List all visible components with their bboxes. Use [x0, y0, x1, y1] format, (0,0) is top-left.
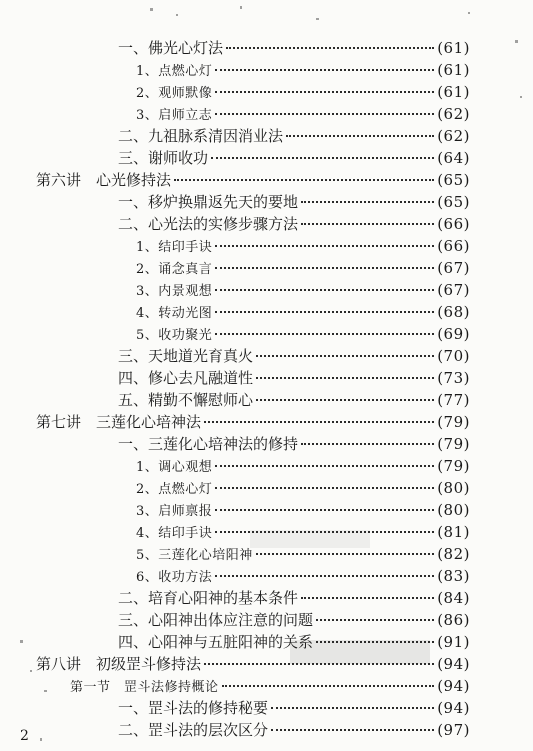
toc-entry: [136, 82, 470, 103]
toc-section: [70, 676, 470, 697]
toc-entry: [136, 302, 470, 323]
toc-entry-title: 四、修心去凡融道性: [118, 369, 254, 387]
toc-entry: [136, 456, 470, 477]
dot-leader: [316, 641, 434, 643]
toc-entry-title: 1、点燃心灯: [136, 64, 213, 79]
toc-entry-title: 二、罡斗法的层次区分: [118, 721, 269, 739]
toc-entry-title: 2、诵念真言: [136, 262, 213, 277]
dot-leader: [211, 157, 434, 159]
toc-entry-page: (67): [437, 259, 470, 277]
page-number: 2: [20, 728, 29, 744]
dot-leader: [215, 311, 434, 313]
toc-chapter: [36, 412, 470, 433]
toc-entry-page: (94): [437, 655, 470, 673]
toc-entry: [118, 368, 470, 389]
toc-entry-title: 2、观师默像: [136, 86, 213, 101]
toc-entry-title: 第七讲 三莲化心培神法: [36, 413, 202, 431]
toc-chapter: [36, 654, 470, 675]
dot-leader: [215, 113, 434, 115]
toc-entry-title: 一、移炉换鼎返先天的要地: [118, 193, 299, 211]
dot-leader: [301, 223, 434, 225]
dot-leader: [301, 443, 434, 445]
toc-entry: [118, 126, 470, 147]
toc-entry-page: (61): [437, 39, 470, 57]
scan-speck: [20, 640, 23, 643]
toc-entry: [136, 60, 470, 81]
toc-entry-title: 2、点燃心灯: [136, 482, 213, 497]
toc-entry-title: 第六讲 心光修持法: [36, 171, 172, 189]
dot-leader: [316, 619, 434, 621]
toc-entry-title: 一、佛光心灯法: [118, 39, 224, 57]
toc-chapter: [36, 170, 470, 191]
toc-entry: [118, 720, 470, 741]
toc-entry: [118, 390, 470, 411]
toc-entry-page: (67): [437, 281, 470, 299]
toc-entry: [136, 280, 470, 301]
toc-entry-page: (73): [437, 369, 470, 387]
toc-entry: [118, 610, 470, 631]
scan-speck: [40, 738, 42, 741]
toc-entry-title: 三、心阳神出体应注意的问题: [118, 611, 314, 629]
dot-leader: [256, 355, 434, 357]
dot-leader: [215, 69, 434, 71]
dot-leader: [215, 487, 434, 489]
toc-entry-page: (70): [437, 347, 470, 365]
dot-leader: [174, 179, 434, 181]
toc-entry-page: (84): [437, 589, 470, 607]
dot-leader: [271, 707, 434, 709]
toc-entry: [118, 434, 470, 455]
toc-entry-page: (79): [437, 435, 470, 453]
dot-leader: [215, 465, 434, 467]
toc-entry-title: 3、内景观想: [136, 284, 213, 299]
toc-entry-title: 5、收功聚光: [136, 328, 213, 343]
toc-entry-page: (86): [437, 611, 470, 629]
toc-entry-title: 5、三莲化心培阳神: [136, 548, 253, 563]
toc-entry: [118, 148, 470, 169]
dot-leader: [215, 289, 434, 291]
dot-leader: [256, 377, 434, 379]
toc-entry-title: 6、收功方法: [136, 570, 213, 585]
toc-entry-title: 一、三莲化心培神法的修持: [118, 435, 299, 453]
toc-entry: [136, 236, 470, 257]
toc-entry-page: (65): [437, 193, 470, 211]
toc-entry-title: 二、培育心阳神的基本条件: [118, 589, 299, 607]
dot-leader: [222, 685, 435, 687]
toc-entry-page: (80): [437, 501, 470, 519]
toc-entry: [118, 192, 470, 213]
dot-leader: [215, 333, 434, 335]
toc-entry: [118, 214, 470, 235]
toc-entry-page: (94): [437, 677, 470, 695]
toc-entry-title: 三、天地道光育真火: [118, 347, 254, 365]
toc-entry: [118, 632, 470, 653]
toc-entry-page: (61): [437, 83, 470, 101]
scan-speck: [176, 14, 178, 16]
toc-entry-title: 3、启师禀报: [136, 504, 213, 519]
dot-leader: [215, 575, 434, 577]
scan-speck: [30, 670, 32, 672]
scan-speck: [316, 18, 319, 20]
toc-entry-title: 三、谢师收功: [118, 149, 209, 167]
toc-entry-title: 3、启师立志: [136, 108, 213, 123]
toc-entry-page: (61): [437, 61, 470, 79]
toc-entry-title: 1、调心观想: [136, 460, 213, 475]
dot-leader: [226, 47, 434, 49]
toc-entry-page: (62): [437, 127, 470, 145]
scan-speck: [150, 8, 153, 11]
toc-entry-title: 1、结印手诀: [136, 240, 213, 255]
scan-speck: [44, 690, 47, 692]
dot-leader: [286, 135, 434, 137]
toc-entry-title: 4、转动光图: [136, 306, 213, 321]
toc-entry-title: 第八讲 初级罡斗修持法: [36, 655, 202, 673]
dot-leader: [215, 91, 434, 93]
toc-entry-page: (69): [437, 325, 470, 343]
toc-entry: [136, 566, 470, 587]
toc-entry-page: (82): [437, 545, 470, 563]
toc-entry-title: 四、心阳神与五脏阳神的关系: [118, 633, 314, 651]
scan-speck: [520, 96, 522, 98]
toc-entry-page: (65): [437, 171, 470, 189]
scan-speck: [515, 40, 518, 43]
toc-entry-page: (80): [437, 479, 470, 497]
toc-entry: [136, 544, 470, 565]
toc-entry: [136, 324, 470, 345]
toc-entry: [136, 522, 470, 543]
toc-entry-page: (97): [437, 721, 470, 739]
dot-leader: [215, 531, 434, 533]
toc-entry: [136, 104, 470, 125]
toc-entry: [118, 38, 470, 59]
toc-entry-page: (79): [437, 457, 470, 475]
toc-entry: [136, 500, 470, 521]
dot-leader: [204, 663, 434, 665]
dot-leader: [301, 597, 434, 599]
dot-leader: [301, 201, 434, 203]
dot-leader: [215, 509, 434, 511]
toc-entry-page: (66): [437, 215, 470, 233]
dot-leader: [204, 421, 434, 423]
toc-entry-page: (81): [437, 523, 470, 541]
toc-entry: [118, 588, 470, 609]
dot-leader: [256, 553, 434, 555]
toc-entry-page: (66): [437, 237, 470, 255]
toc-entry-page: (94): [437, 699, 470, 717]
scan-speck: [240, 6, 242, 9]
toc-entry: [118, 698, 470, 719]
dot-leader: [215, 245, 434, 247]
toc-entry-page: (83): [437, 567, 470, 585]
toc-entry-page: (64): [437, 149, 470, 167]
toc-entry-title: 第一节 罡斗法修持概论: [70, 680, 219, 695]
toc-entry: [136, 258, 470, 279]
dot-leader: [256, 399, 434, 401]
toc-entry-title: 4、结印手诀: [136, 526, 213, 541]
dot-leader: [271, 729, 434, 731]
toc-entry-page: (62): [437, 105, 470, 123]
scan-speck: [468, 12, 470, 14]
toc-entry-page: (91): [437, 633, 470, 651]
toc-entry: [136, 478, 470, 499]
toc-entry-page: (68): [437, 303, 470, 321]
toc-entry-page: (77): [437, 391, 470, 409]
toc-entry-title: 一、罡斗法的修持秘要: [118, 699, 269, 717]
dot-leader: [215, 267, 434, 269]
toc-entry-title: 二、九祖脉系清因消业法: [118, 127, 284, 145]
toc-entry-page: (79): [437, 413, 470, 431]
toc-entry: [118, 346, 470, 367]
toc-entry-title: 二、心光法的实修步骤方法: [118, 215, 299, 233]
toc-entry-title: 五、精勤不懈慰师心: [118, 391, 254, 409]
